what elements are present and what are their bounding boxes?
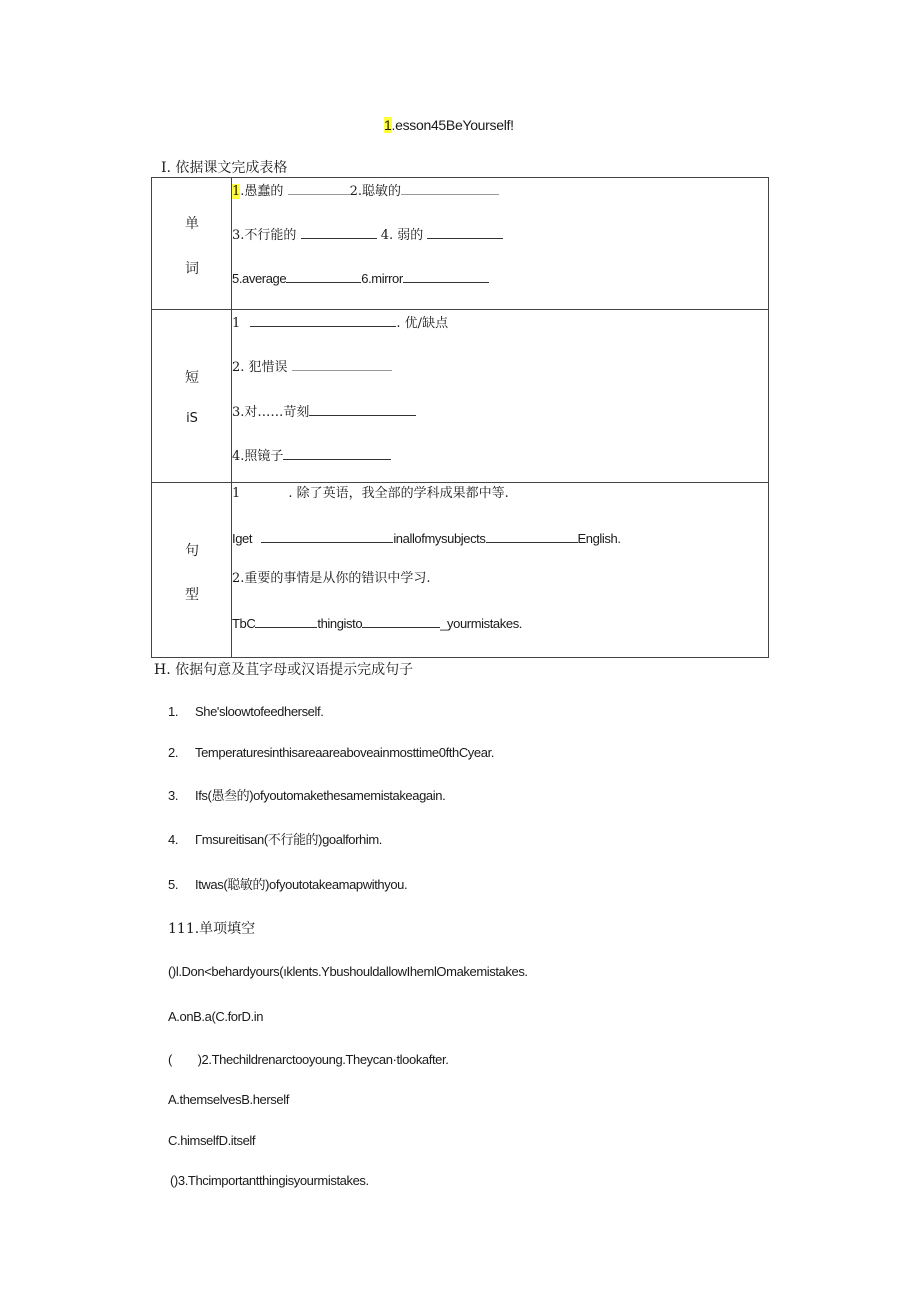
sentence-1-part-c: English. [577,531,621,546]
sentence-1-part-a: Iget [232,531,253,546]
section2-item [168,877,407,893]
words-label-2: 词 [185,261,199,277]
section2-item [168,745,494,761]
sentence-1-number: 1 [232,486,241,501]
sentences-label-2: 型 [185,587,199,603]
item-text: Γmsureitisan(不行能的)goalforhim. [195,832,382,847]
section2-item [168,704,323,720]
phrase-3-blank[interactable] [309,402,416,416]
phrase-row-2 [232,357,392,376]
sentence-1-blank-1[interactable] [261,529,393,543]
word-5: 5.average [232,271,287,286]
item-number: 1. [168,704,179,719]
word-row-3 [232,269,489,287]
word-5-blank[interactable] [286,269,361,283]
phrase-row-4 [232,446,391,465]
section2-heading: H. 依据句意及苴字母或汉语提示完成句子 [154,662,414,678]
item-number: 2. [168,745,179,760]
sentence-row-1 [232,486,509,502]
item-text: Itwas(聪敏的)ofyoutotakeamapwithyou. [195,877,408,892]
word-1-blank[interactable] [288,181,350,195]
table-row-divider [152,309,768,310]
phrase-3: 3.对……苛刻 [232,405,310,420]
question-2-options-a: A.themselvesB.herself [168,1092,289,1107]
sentence-2-blank-1[interactable] [255,614,317,628]
question-2-options-b: C.himselfD.itself [168,1133,256,1148]
item-text: She'sloowtofeedherself. [195,704,324,719]
phrases-label-2: iS [186,411,198,426]
item-text: Ifs(愚叁的)ofyoutomakethesamemistakeagain. [195,788,446,803]
sentences-label-1: 句 [185,543,199,559]
page-title [384,117,514,133]
question-1: ()l.Don<behardyours(ıklents.YbushouldallowIhemlOmakemistakes. [168,964,528,979]
word-1: .愚蠢的 [240,184,284,199]
words-label-1: 单 [185,216,199,232]
phrase-4: 4.照镜子 [232,449,284,464]
sentence-2-part-c: _yourmistakes. [440,616,523,631]
title-text: .esson45BeYourself! [391,117,514,133]
sentence-1-blank-2[interactable] [486,529,578,543]
phrase-1-blank[interactable] [250,313,396,327]
sentence-1-chinese: . 除了英语，我全部的学科成果都中等. [288,486,509,501]
phrase-1-number: 1 [232,316,241,331]
title-number: 1 [384,117,392,133]
sentence-row-2 [232,529,621,547]
item-number: 3. [168,788,179,803]
phrase-4-blank[interactable] [283,446,391,460]
word-row-1 [232,181,499,200]
sentence-2-blank-2[interactable] [362,614,440,628]
sentence-1-part-b: inallofmysubjects [393,531,486,546]
sentence-row-4 [232,614,522,632]
sentence-2-part-b: thingisto [317,616,363,631]
sentence-row-3 [232,571,431,587]
phrase-1: . 优/缺点 [396,316,449,331]
sentence-2-part-a: TbC [232,616,256,631]
item-number: 5. [168,877,179,892]
phrases-label-1: 短 [185,370,199,386]
section2-item [168,788,445,804]
word-1-number: 1 [232,184,241,199]
sentence-2-chinese: 2.重要的事情是从你的错识中学习. [232,571,431,586]
phrase-2-blank[interactable] [292,357,392,371]
item-text: Temperaturesinthisareaareaboveainmosttime0fthCyear. [195,745,494,760]
phrase-row-3 [232,402,416,421]
word-3-blank[interactable] [301,225,377,239]
word-2: 2.聪敏的 [349,184,401,199]
question-2: ( )2.Thechildrenarctooyoung.Theycan·tlookafter. [168,1052,449,1067]
phrase-row-1 [232,313,448,332]
question-1-options: A.onB.a(C.forD.in [168,1009,264,1024]
word-3: 3.不行能的 [232,228,297,243]
word-4-blank[interactable] [427,225,503,239]
word-6-blank[interactable] [403,269,489,283]
section1-heading: I. 依据课文完成表格 [161,160,288,176]
question-3: ()3.Thcimportantthingisyourmistakes. [170,1173,369,1188]
section2-item [168,832,382,848]
word-row-2 [232,225,503,244]
word-2-blank[interactable] [401,181,499,195]
phrase-2: 2. 犯惜误 [232,360,288,375]
table-row-divider [152,482,768,483]
section3-heading: 111.单项填空 [168,921,256,937]
word-4: 4. 弱的 [380,228,424,243]
item-number: 4. [168,832,179,847]
word-6: 6.mirror [361,271,403,286]
